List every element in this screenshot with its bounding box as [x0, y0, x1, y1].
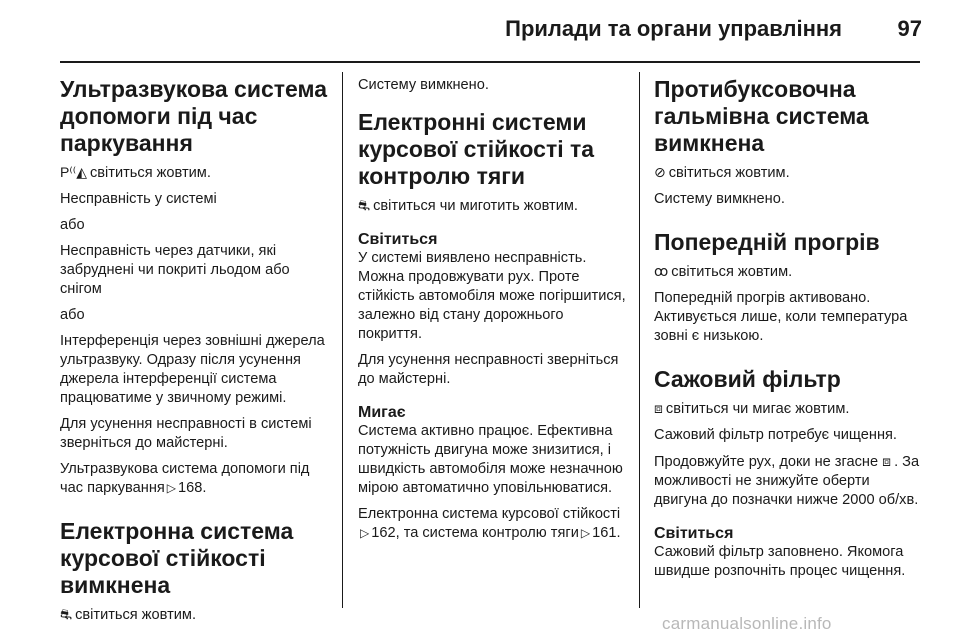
- paragraph: ꝏ світиться жовтим.: [654, 263, 793, 280]
- page-number: 97: [897, 16, 922, 41]
- section-heading-tc-off: Протибуксовочна гальмівна система вимкнена: [654, 76, 869, 156]
- paragraph: Для усунення несправності в системі зверніться до майстерні.: [60, 416, 312, 451]
- column-divider-1: [342, 72, 343, 608]
- subheading-flashing: Мигає: [358, 404, 406, 421]
- paragraph: ⛐ світиться чи миготить жовтим.: [358, 197, 578, 214]
- watermark: carmanualsonline.info: [662, 614, 832, 633]
- page-ref-icon: ▷: [360, 526, 370, 540]
- paragraph: Для усунення несправності зверніться до майстерні.: [358, 352, 619, 387]
- page-ref-icon: ▷: [580, 526, 591, 540]
- paragraph: Несправність через датчики, які забруднені чи покриті льодом або снігом: [60, 243, 290, 297]
- section-heading-preheat: Попередній прогрів: [654, 229, 880, 255]
- paragraph: ⛐ світиться жовтим.: [60, 606, 196, 623]
- page-ref[interactable]: 161.: [592, 525, 621, 541]
- paragraph: Систему вимкнено.: [358, 77, 489, 93]
- section-heading-park-assist: Ультразвукова система допомоги під час паркування: [60, 76, 328, 156]
- particulate-filter-icon: ⧈: [882, 453, 892, 469]
- paragraph: Інтерференція через зовнішні джерела ультразвуку. Одразу після усунення джерела інтерференції система працюватиме у звичному режимі.: [60, 333, 325, 406]
- page-header: [0, 0, 960, 62]
- esc-icon: ⛐: [358, 197, 371, 213]
- page-ref[interactable]: 162, та система контролю тяги: [371, 525, 579, 541]
- particulate-filter-icon: ⧈: [654, 400, 663, 416]
- page-title: Прилади та органи управління: [505, 16, 842, 41]
- paragraph: Систему вимкнено.: [654, 191, 785, 207]
- paragraph: Несправність у системі: [60, 191, 217, 207]
- paragraph: Попередній прогрів активовано. Активується лише, коли температура зовні є низькою.: [654, 290, 908, 344]
- section-heading-dpf: Сажовий фільтр: [654, 366, 841, 392]
- paragraph: ⧈ світиться чи мигає жовтим.: [654, 400, 850, 417]
- paragraph: Продовжуйте рух, доки не згасне ⧈ . За можливості не знижуйте оберти двигуна до позначки нижче 2000 об/хв.: [654, 453, 920, 508]
- section-heading-esc-tc: Електронні системи курсової стійкості та контролю тяги: [358, 109, 595, 189]
- header-divider: [60, 61, 920, 63]
- paragraph: Сажовий фільтр потребує чищення.: [654, 427, 897, 443]
- column-3: [654, 76, 920, 588]
- paragraph: ⊘ світиться жовтим.: [654, 164, 790, 181]
- column-divider-2: [639, 72, 640, 608]
- glow-plug-icon: ꝏ: [654, 263, 669, 279]
- column-2: [358, 76, 628, 550]
- paragraph: Сажовий фільтр заповнено. Якомога швидше розпочніть процес чищення.: [654, 544, 906, 579]
- paragraph: Ультразвукова система допомоги під час паркування ▷ 168.: [60, 461, 310, 496]
- esc-off-icon: ⛐: [60, 606, 73, 622]
- section-heading-esc-off: Електронна система курсової стійкості вимкнена: [60, 518, 294, 598]
- paragraph: Електронна система курсової стійкості▷ 162, та система контролю тяги ▷ 161.: [358, 506, 621, 541]
- park-assist-icon: P⁽⁽◭: [60, 164, 87, 180]
- subheading-lit: Світиться: [654, 525, 734, 542]
- paragraph: або: [60, 217, 85, 233]
- paragraph: або: [60, 307, 85, 323]
- column-1: [60, 76, 330, 632]
- page-ref-icon: ▷: [166, 481, 177, 495]
- paragraph: Система активно працює. Ефективна потужність двигуна може знизитися, і швидкість автомобіля може незначною мірою автоматично уповільнюватися.: [358, 423, 623, 496]
- paragraph: У системі виявлено несправність. Можна продовжувати рух. Проте стійкість автомобіля може погіршитися, залежно від стану дорожнього покриття.: [358, 250, 626, 342]
- subheading-lit: Світиться: [358, 231, 438, 248]
- traction-control-off-icon: ⊘: [654, 164, 666, 180]
- paragraph: P⁽⁽◭ світиться жовтим.: [60, 164, 211, 181]
- page-ref[interactable]: 168.: [178, 480, 207, 496]
